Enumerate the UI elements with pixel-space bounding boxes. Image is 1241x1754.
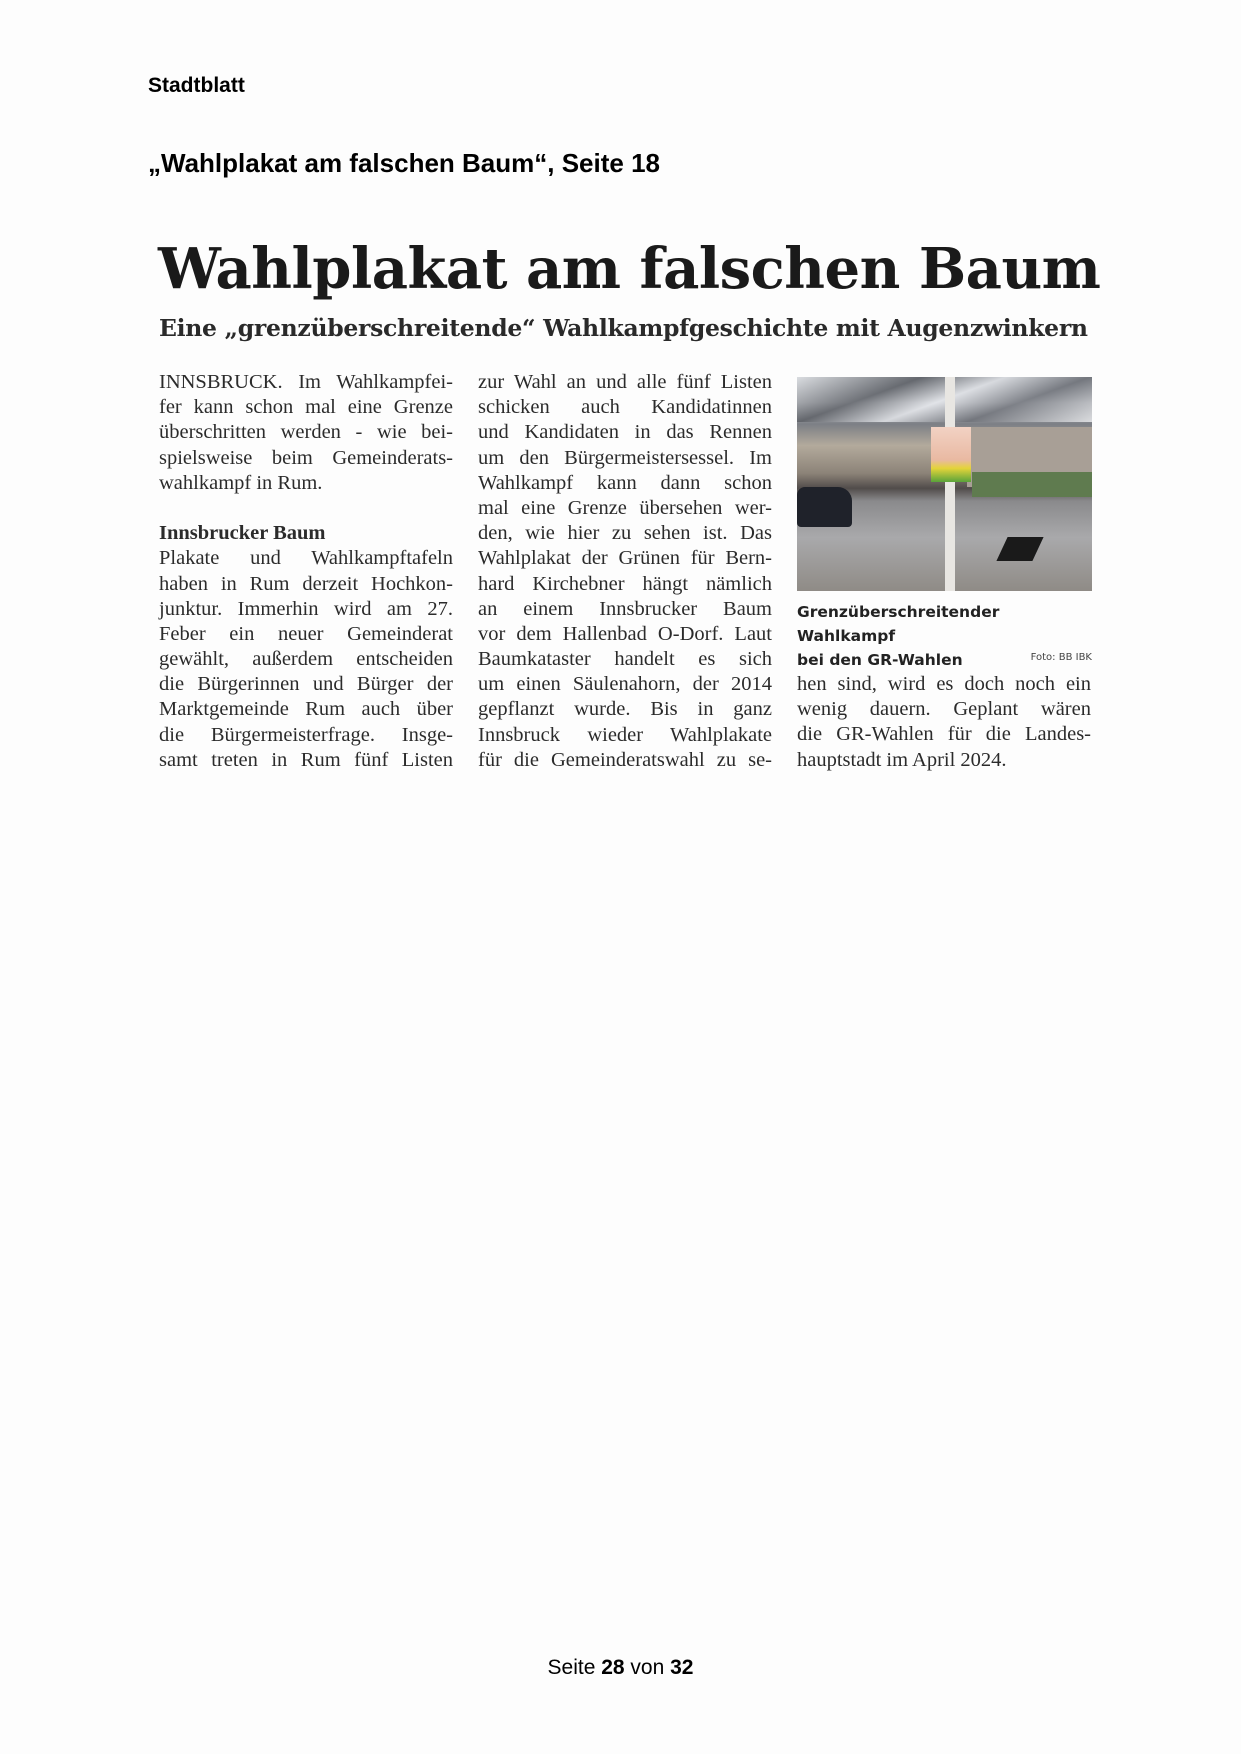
text-line: die Bürgermeisterfrage. Insge-: [159, 723, 453, 746]
paragraph-gap: [159, 496, 453, 521]
subheading: Innsbrucker Baum: [159, 522, 326, 545]
article-deck: Eine „grenzüberschreitende“ Wahlkampfgeschichte mit Augenzwinkern: [159, 314, 1088, 342]
text-line: gepflanzt wurde. Bis in ganz: [478, 698, 772, 721]
text-line: spielsweise beim Gemeinderats-: [159, 446, 453, 469]
total-pages: 32: [670, 1656, 694, 1679]
text-line: samt treten in Rum fünf Listen: [159, 748, 453, 771]
text-line: die Bürgerinnen und Bürger der: [159, 673, 453, 696]
footer-middle: von: [624, 1656, 671, 1679]
photo-credit: Foto: BB IBK: [1030, 652, 1092, 663]
text-line: hen sind, wird es doch noch ein: [797, 673, 1091, 695]
article-headline: Wahlplakat am falschen Baum: [158, 236, 1101, 302]
sports-field: [972, 472, 1092, 497]
text-line: Wahlkampf kann dann schon: [478, 471, 772, 494]
text-line: INNSBRUCK. Im Wahlkampfei-: [159, 371, 453, 393]
article-reference: „Wahlplakat am falschen Baum“, Seite 18: [148, 148, 660, 178]
text-line: den, wie hier zu sehen ist. Das: [478, 522, 772, 545]
text-line: Marktgemeinde Rum auch über: [159, 698, 453, 721]
caption-line-2: bei den GR-Wahlen: [797, 651, 963, 669]
text-line: zur Wahl an und alle fünf Listen: [478, 371, 772, 393]
text-line: vor dem Hallenbad O-Dorf. Laut: [478, 622, 772, 645]
current-page: 28: [601, 1656, 625, 1679]
photo-caption: [797, 600, 1092, 672]
text-line: Wahlplakat der Grünen für Bern-: [478, 547, 772, 570]
text-line: die GR-Wahlen für die Landes-: [797, 723, 1091, 746]
text-line: für die Gemeinderatswahl zu se-: [478, 748, 772, 771]
car: [797, 487, 852, 527]
tree-trunk: [945, 377, 955, 591]
text-line: wahlkampf in Rum.: [159, 471, 323, 494]
text-line: um den Bürgermeistersessel. Im: [478, 446, 772, 469]
column-3: [797, 672, 1091, 773]
footer-prefix: Seite: [547, 1656, 602, 1679]
text-line: mal eine Grenze übersehen wer-: [478, 496, 772, 519]
column-1: [159, 370, 453, 773]
column-2: [478, 370, 772, 773]
text-line: hauptstadt im April 2024.: [797, 748, 1007, 771]
text-line: an einem Innsbrucker Baum: [478, 597, 772, 620]
text-line: fer kann schon mal eine Grenze: [159, 396, 453, 419]
text-line: überschritten werden - wie bei-: [159, 421, 453, 444]
text-line: junktur. Immerhin wird am 27.: [159, 597, 453, 620]
text-line: Baumkataster handelt es sich: [478, 648, 772, 671]
text-line: hard Kirchebner hängt nämlich: [478, 572, 772, 595]
text-line: Plakate und Wahlkampftafeln: [159, 547, 453, 570]
page-footer: [0, 1656, 1241, 1680]
text-line: um einen Säulenahorn, der 2014: [478, 673, 772, 696]
poster-shadow: [996, 537, 1043, 561]
text-line: haben in Rum derzeit Hochkon-: [159, 572, 453, 595]
text-line: Feber ein neuer Gemeinderat: [159, 622, 453, 645]
caption-line-1: Grenzüberschreitender Wahlkampf: [797, 603, 1000, 645]
text-line: schicken auch Kandidatinnen: [478, 396, 772, 419]
article-photo: [797, 377, 1092, 591]
text-line: wenig dauern. Geplant wären: [797, 698, 1091, 721]
text-line: gewählt, außerdem entscheiden: [159, 648, 453, 671]
text-line: und Kandidaten in das Rennen: [478, 421, 772, 444]
election-poster: [931, 427, 971, 482]
text-line: Innsbruck wieder Wahlplakate: [478, 723, 772, 746]
source-label: Stadtblatt: [148, 74, 245, 97]
